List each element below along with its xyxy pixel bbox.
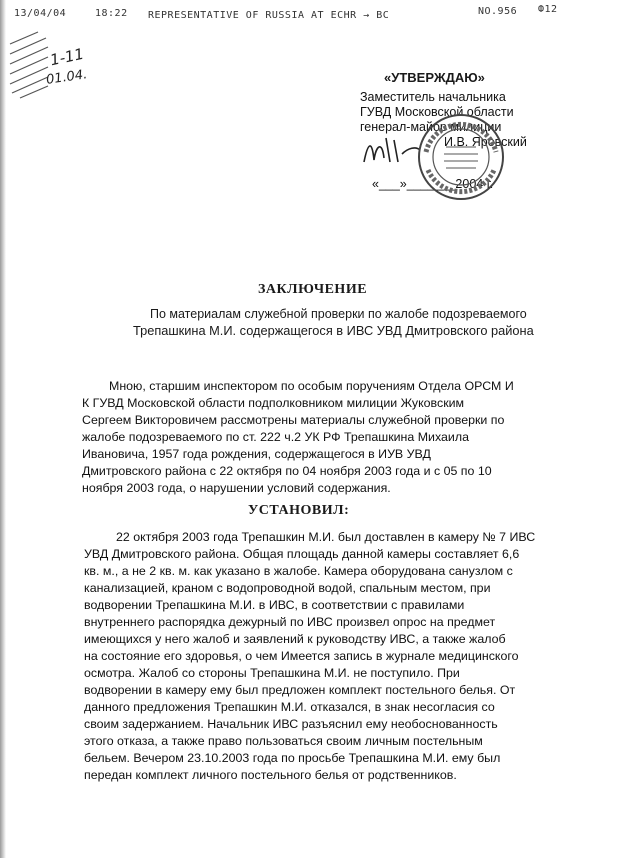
body-line: своим задержанием. Начальник ИВС разъяснил ему необоснованность [84,717,498,731]
body-line: канализацией, краном с водопроводной водой, спальным местом, при [84,581,491,595]
handwritten-mark [8,30,90,102]
body-line: УВД Дмитровского района. Общая площадь данной камеры составляет 6,6 [84,547,520,561]
fax-date: 13/04/04 [14,8,67,19]
approval-line: Заместитель начальника [360,90,506,104]
body-line: водворении в камеру ему был предложен комплект постельного белья. От [84,683,516,697]
body-line: 22 октября 2003 года Трепашкин М.И. был доставлен в камеру № 7 ИВС [116,530,536,544]
body-line: этого отказа, а также право пользоваться своим личным постельным [84,734,483,748]
subtitle-line: Трепашкина М.И. содержащегося в ИВС УВД Дмитровского района [133,323,534,338]
official-stamp [416,112,506,202]
document-title: ЗАКЛЮЧЕНИЕ [258,282,368,297]
intro-line: Ивановича, 1957 года рождения, содержащегося в ИУВ УВД [82,447,431,461]
fax-sender: REPRESENTATIVE OF RUSSIA AT ECHR → BC [148,10,390,21]
body-line: имеющихся у него жалоб и заявлений к руководству ИВС, а также жалоб [84,632,506,646]
intro-line: Сергеем Викторовичем рассмотрены материалы служебной проверки по [82,413,505,427]
intro-line: Мною, старшим инспектором по особым поручениям Отдела ОРСМ И [109,379,514,393]
approval-heading: «УТВЕРЖДАЮ» [384,70,485,85]
handwritten-mark-line1: 1-11 [48,44,86,70]
signature-icon [360,132,424,172]
intro-line: К ГУВД Московской области подполковником милиции Жуковским [82,396,465,410]
body-line: бельем. Вечером 23.10.2003 года по просьбе Трепашкина М.И. ему был [84,751,501,765]
intro-line: ноября 2003 года, о нарушении условий содержания. [82,481,391,495]
section-heading: УСТАНОВИЛ: [248,503,350,518]
body-line: внутреннего распорядка дежурный по ИВС произвел опрос на предмет [84,615,496,629]
intro-line: жалобе подозреваемого по ст. 222 ч.2 УК РФ Трепашкина Михаила [82,430,469,444]
fax-number: NO.956 [478,6,518,17]
approval-line: ГУВД Московской области [360,105,514,119]
approval-date: «___»_______2004 г. [372,177,494,191]
body-line: на состояние его здоровья, о чем Имеется запись в журнале медицинского [84,649,519,663]
fax-page: Ф12 [538,4,558,15]
handwritten-mark-line2: 01.04. [45,67,89,88]
body-line: кв. м., а не 2 кв. м. как указано в жалобе. Камера оборудована санузлом с [84,564,513,578]
body-line: водворении Трепашкина М.И. в ИВС, в соответствии с правилами [84,598,465,612]
subtitle-line: По материалам служебной проверки по жалобе подозреваемого [150,307,527,321]
fax-time: 18:22 [95,8,128,19]
approval-line: И.В. Яровский [444,135,527,149]
approval-line: генерал-майор милиции [360,120,502,134]
hatching-icon [8,30,90,102]
intro-line: Дмитровского района с 22 октября по 04 ноября 2003 года и с 05 по 10 [82,464,492,478]
body-line: передан комплект личного постельного белья от родственников. [84,768,457,782]
body-line: данного предложения Трепашкин М.И. отказался, в знак несогласия со [84,700,495,714]
scan-edge-shadow [0,0,6,858]
body-line: осмотра. Жалоб со стороны Трепашкина М.И. не поступило. При [84,666,460,680]
